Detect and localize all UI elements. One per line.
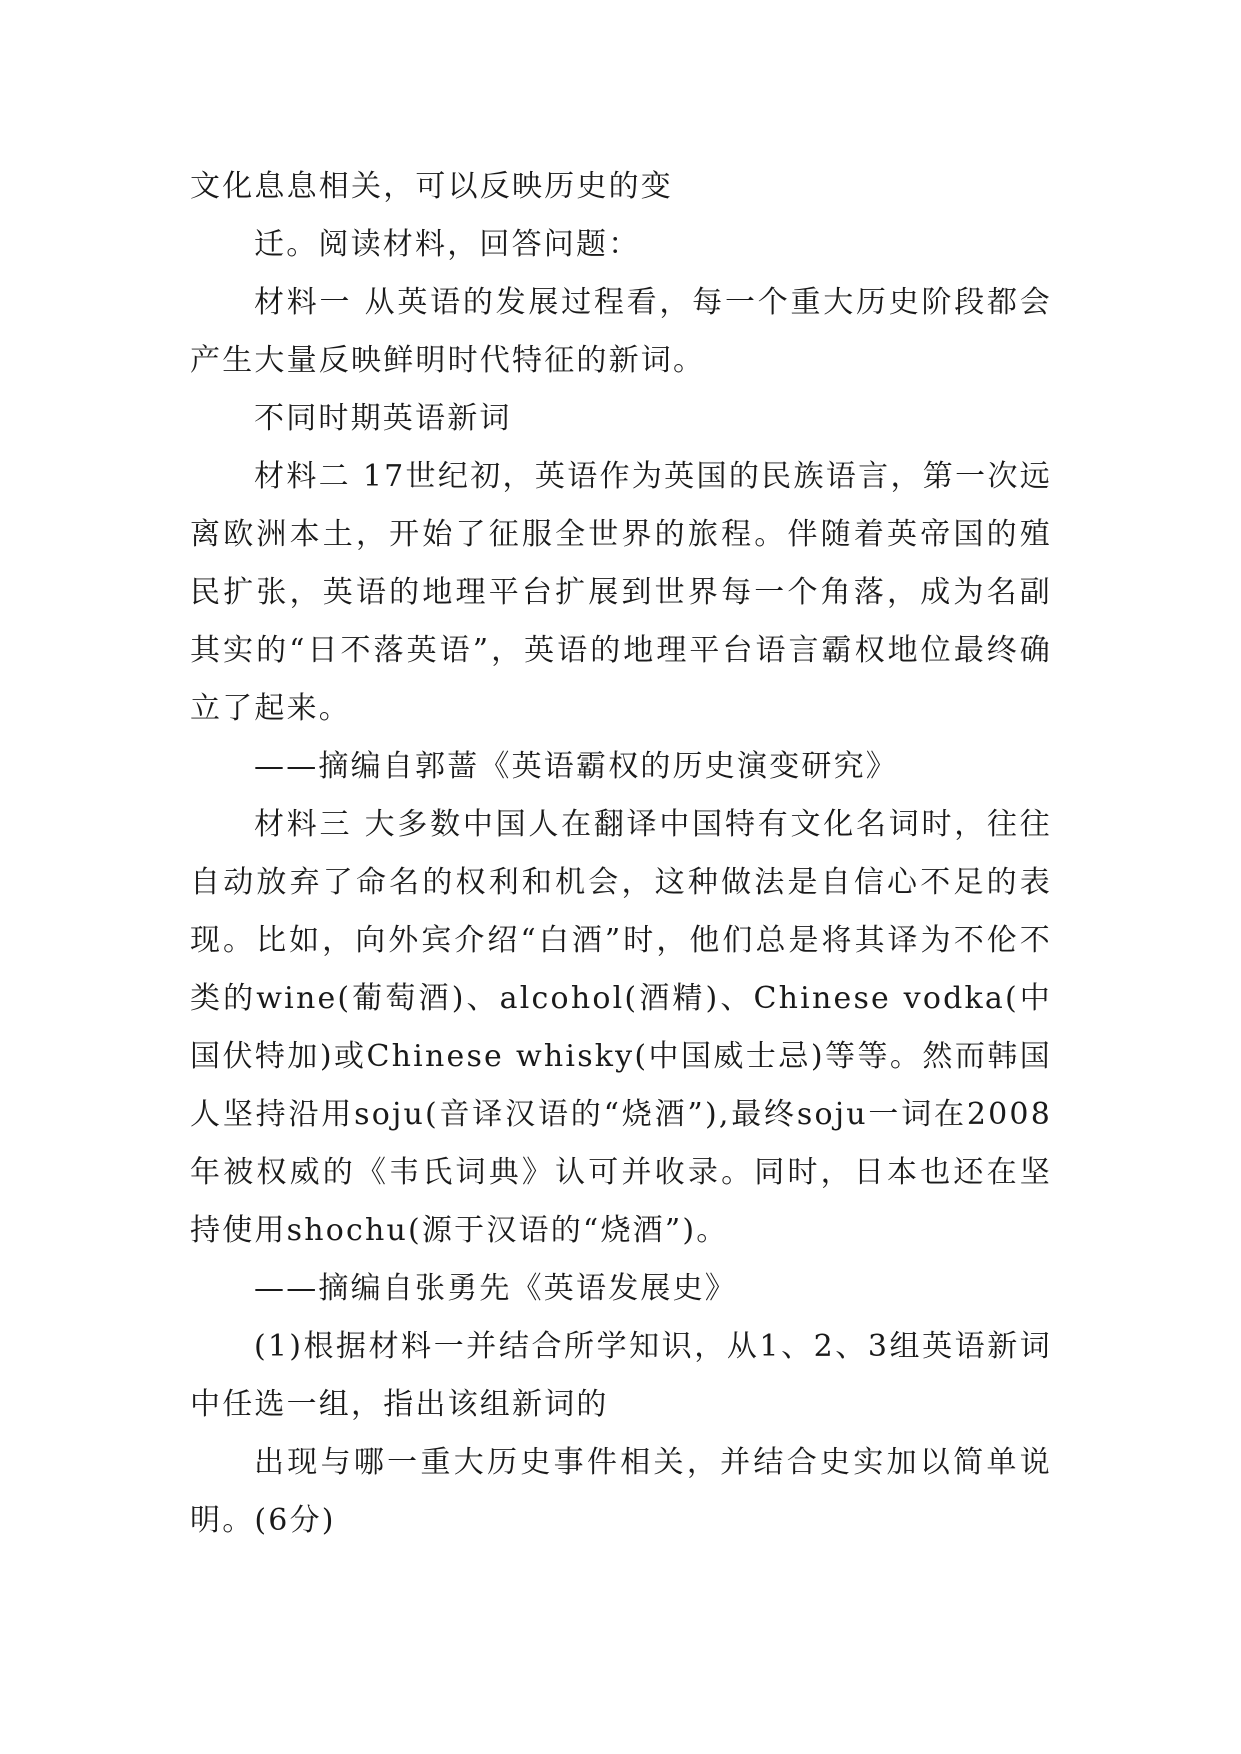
paragraph-material-three: 材料三 大多数中国人在翻译中国特有文化名词时，往往自动放弃了命名的权利和机会，这种做法是自信心不足的表现。比如，向外宾介绍“白酒”时，他们总是将其译为不伦不类的wine(葡萄酒)、alcohol(酒精)、Chinese vodka(中国伏特加)或Chinese whisky(中国威士忌)等等。然而韩国人坚持沿用soju(音译汉语的“烧酒”),最终soju一词在2008年被权威的《韦氏词典》认可并收录。同时，日本也还在坚持使用shochu(源于汉语的“烧酒”)。 [190, 807, 1052, 1248]
citation-material-two: ——摘编自郭蔷《英语霸权的历史演变研究》 [254, 749, 898, 784]
paragraph-question-one-continued: 出现与哪一重大历史事件相关，并结合史实加以简单说明。(6分) [190, 1445, 1052, 1538]
citation-material-three: ——摘编自张勇先《英语发展史》 [254, 1271, 737, 1306]
paragraph-material-two: 材料二 17世纪初，英语作为英国的民族语言，第一次远离欧洲本土，开始了征服全世界的旅程。伴随着英帝国的殖民扩张，英语的地理平台扩展到世界每一个角落，成为名副其实的“日不落英语”，英语的地理平台语言霸权地位最终确立了起来。 [190, 459, 1052, 726]
paragraph-table-caption: 不同时期英语新词 [254, 401, 512, 436]
paragraph-material-one: 材料一 从英语的发展过程看，每一个重大历史阶段都会产生大量反映鲜明时代特征的新词。 [190, 285, 1052, 378]
paragraph-question-one: (1)根据材料一并结合所学知识，从1、2、3组英语新词中任选一组，指出该组新词的 [190, 1329, 1052, 1422]
document-body [190, 158, 1052, 1550]
paragraph-intro-continued: 文化息息相关，可以反映历史的变 [190, 169, 673, 204]
paragraph-question-prompt: 迁。阅读材料，回答问题： [254, 227, 641, 262]
